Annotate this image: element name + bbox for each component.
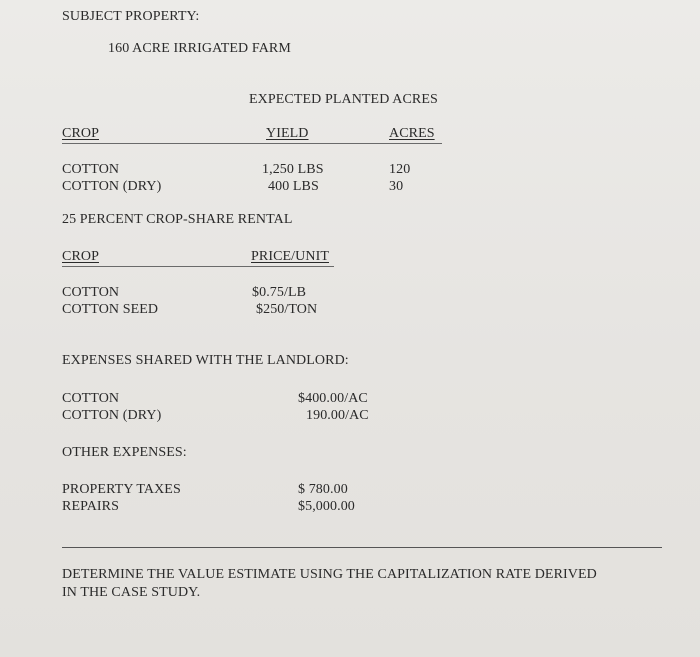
shared-expenses-title: EXPENSES SHARED WITH THE LANDLORD: (62, 353, 349, 368)
rental-price-header: PRICE/UNIT (251, 249, 329, 264)
shared-row-crop: COTTON (DRY) (62, 408, 162, 423)
planted-row-acres: 120 (389, 162, 411, 177)
planted-row-crop: COTTON (62, 162, 120, 177)
rental-header-rule (62, 266, 334, 267)
planted-row-yield: 1,250 LBS (262, 162, 324, 177)
other-expenses-title: OTHER EXPENSES: (62, 445, 187, 460)
acres-column-header: ACRES (389, 126, 435, 141)
rental-row-crop: COTTON SEED (62, 302, 159, 317)
planted-row-acres: 30 (389, 179, 404, 194)
subject-heading: SUBJECT PROPERTY: (62, 9, 200, 24)
shared-row-amount: $400.00/AC (298, 391, 368, 406)
bottom-divider (62, 547, 662, 548)
crop-column-header: CROP (62, 126, 99, 141)
rental-title: 25 PERCENT CROP-SHARE RENTAL (62, 212, 293, 227)
yield-column-header: YIELD (266, 126, 309, 141)
planted-row-yield: 400 LBS (268, 179, 319, 194)
rental-crop-header: CROP (62, 249, 99, 264)
rental-row-price: $0.75/LB (252, 285, 307, 300)
subject-description: 160 ACRE IRRIGATED FARM (108, 41, 291, 56)
other-row-amount: $ 780.00 (298, 482, 348, 497)
rental-row-price: $250/TON (256, 302, 318, 317)
other-row-item: REPAIRS (62, 499, 119, 514)
rental-row-crop: COTTON (62, 285, 120, 300)
planted-header-rule (62, 143, 442, 144)
instruction-line-1: DETERMINE THE VALUE ESTIMATE USING THE CAPITALIZATION RATE DERIVED (62, 567, 597, 582)
shared-row-amount: 190.00/AC (306, 408, 369, 423)
shared-row-crop: COTTON (62, 391, 120, 406)
other-row-item: PROPERTY TAXES (62, 482, 181, 497)
other-row-amount: $5,000.00 (298, 499, 355, 514)
planted-acres-title: EXPECTED PLANTED ACRES (249, 92, 438, 107)
instruction-line-2: IN THE CASE STUDY. (62, 585, 201, 600)
planted-row-crop: COTTON (DRY) (62, 179, 162, 194)
